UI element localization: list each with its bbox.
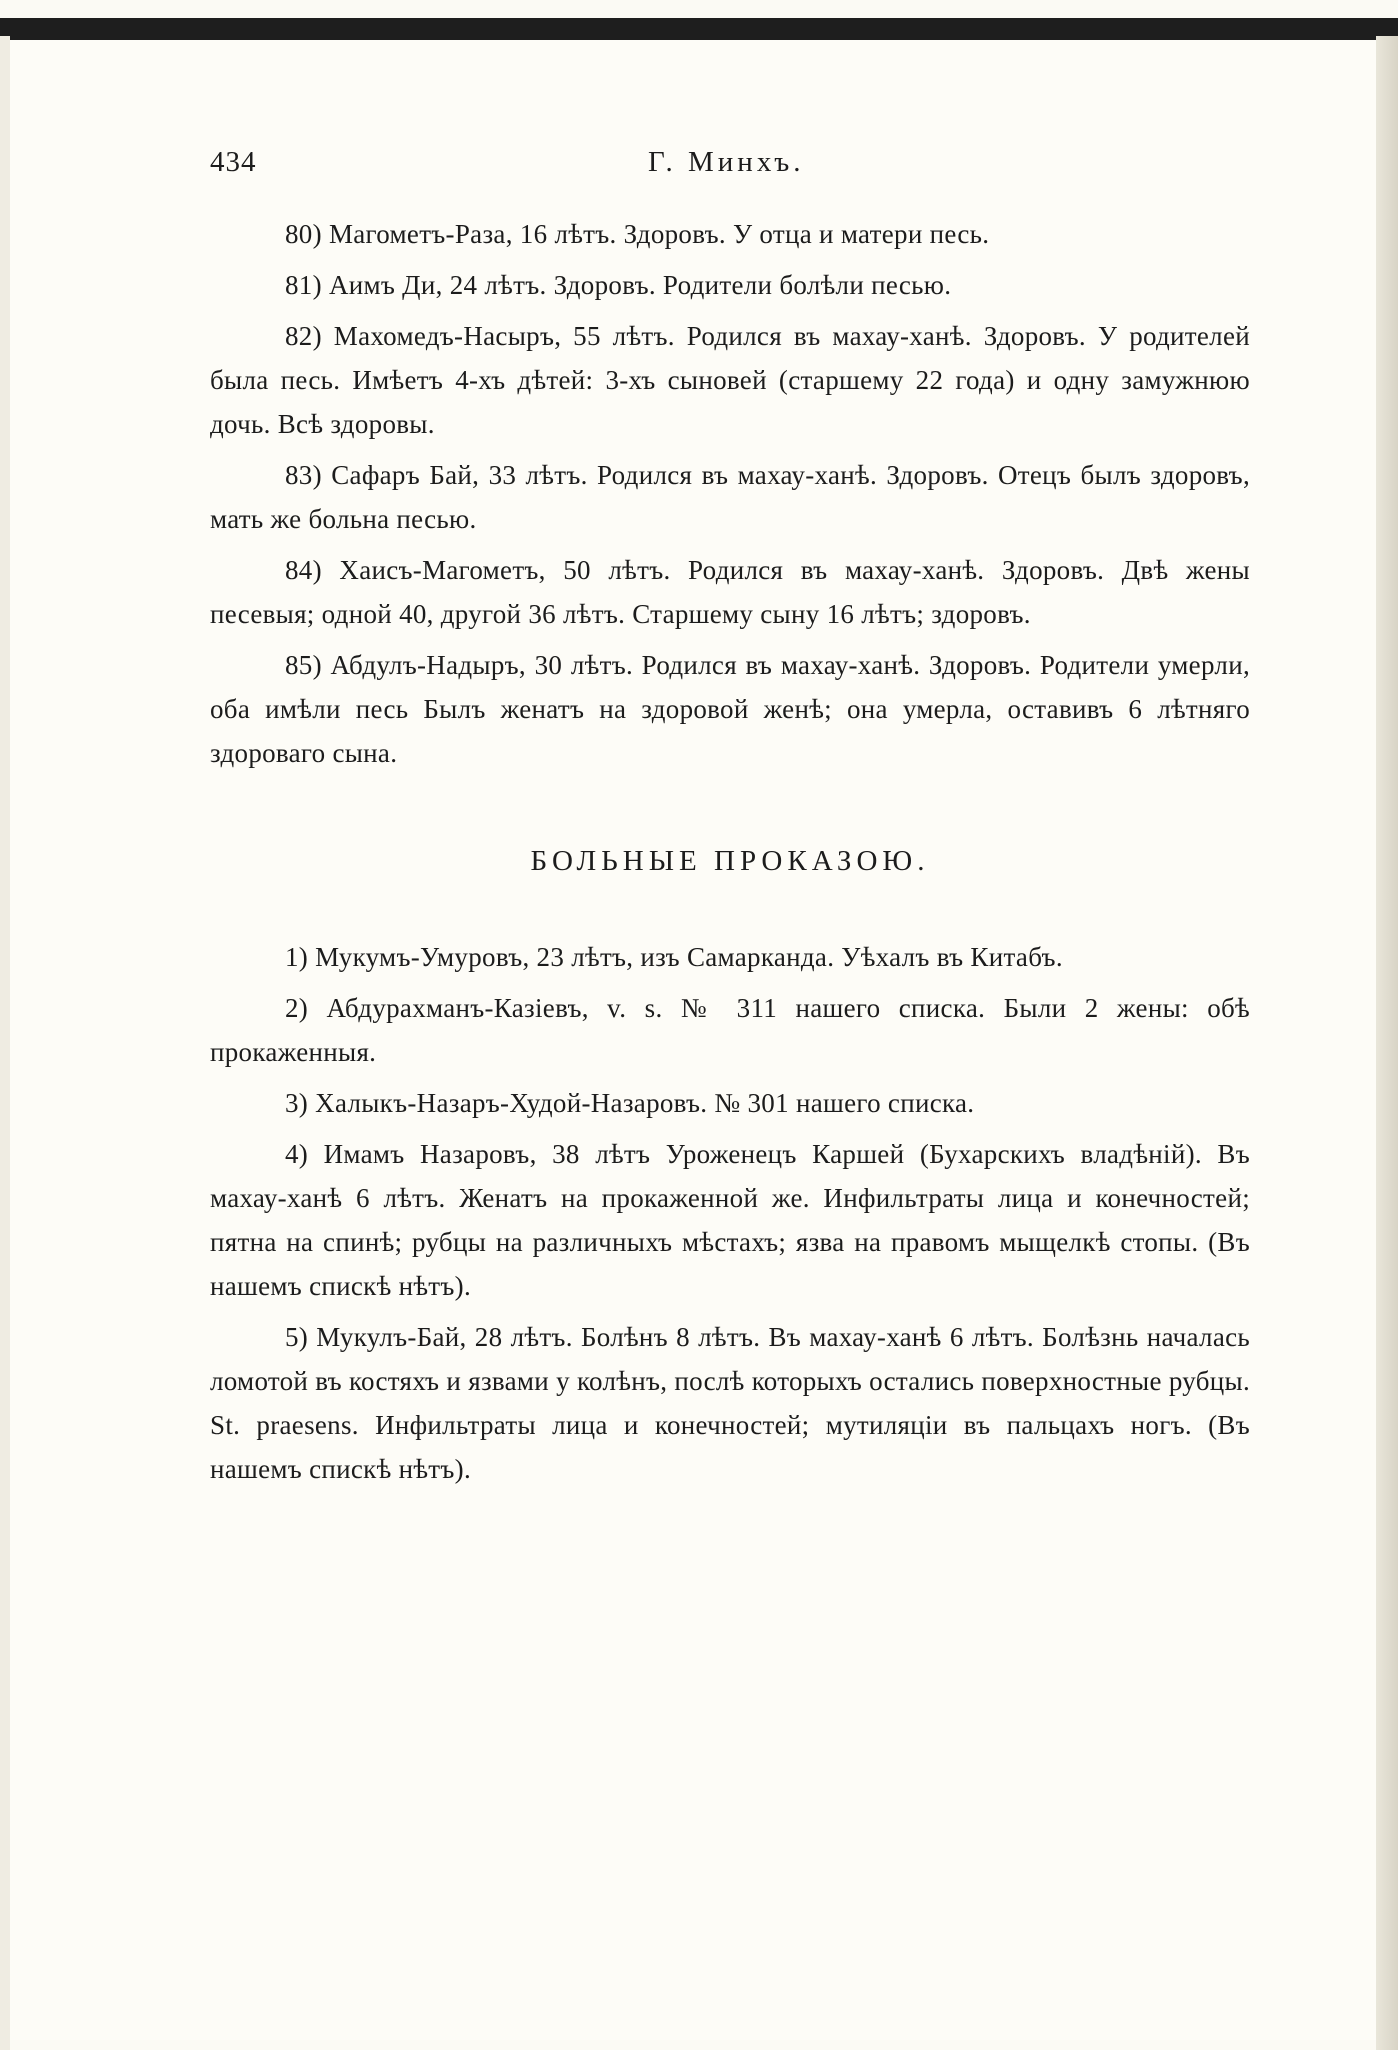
text-block — [210, 212, 1250, 1498]
entry-84: 84) Хаисъ-Магометъ, 50 лѣтъ. Родился въ махау-ханѣ. Здоровъ. Двѣ жены песевыя; одной 40, другой 36 лѣтъ. Старшему сыну 16 лѣтъ; здоровъ. — [210, 555, 1250, 629]
scan-left-edge — [0, 36, 10, 2050]
entry-82: 82) Махомедъ-Насыръ, 55 лѣтъ. Родился въ махау-ханѣ. Здоровъ. У родителей была песь. Имѣетъ 4-хъ дѣтей: 3-хъ сыновей (старшему 22 года) и одну замужнюю дочь. Всѣ здоровы. — [210, 321, 1250, 439]
entry-81: 81) Аимъ Ди, 24 лѣтъ. Здоровъ. Родители болѣли песью. — [285, 270, 952, 300]
leprosy-entry-2: 2) Абдурахманъ-Казіевъ, v. s. № 311 нашего списка. Были 2 жены: обѣ прокаженныя. — [210, 993, 1250, 1067]
leprosy-entry-4: 4) Имамъ Назаровъ, 38 лѣтъ Уроженецъ Каршей (Бухарскихъ владѣній). Въ махау-ханѣ 6 лѣтъ. Женатъ на прокаженной же. Инфильтраты лица и конечностей; пятна на спинѣ; рубцы на различныхъ мѣстахъ; язва на правомъ мыщелкѣ стопы. (Въ нашемъ спискѣ нѣтъ). — [210, 1139, 1250, 1301]
leprosy-entry-1: 1) Мукумъ-Умуровъ, 23 лѣтъ, изъ Самарканда. Уѣхалъ въ Китабъ. — [285, 942, 1063, 972]
scan-right-edge — [1376, 36, 1398, 2050]
running-head: Г. Минхъ. — [648, 146, 805, 178]
leprosy-entry-5: 5) Мукулъ-Бай, 28 лѣтъ. Болѣнъ 8 лѣтъ. Въ махау-ханѣ 6 лѣтъ. Болѣзнь началась ломотой въ костяхъ и язвами у колѣнъ, послѣ которыхъ остались поверхностные рубцы. St. praesens. Инфильтраты лица и конечностей; мутиляціи въ пальцахъ ногъ. (Въ нашемъ спискѣ нѣтъ). — [210, 1322, 1250, 1484]
entry-85: 85) Абдулъ-Надыръ, 30 лѣтъ. Родился въ махау-ханѣ. Здоровъ. Родители умерли, оба имѣли песь Былъ женатъ на здоровой женѣ; она умерла, оставивъ 6 лѣтняго здороваго сына. — [210, 650, 1250, 768]
leprosy-entry-3: 3) Халыкъ-Назаръ-Худой-Назаровъ. № 301 нашего списка. — [285, 1088, 975, 1118]
page-header — [210, 146, 1250, 186]
entry-83: 83) Сафаръ Бай, 33 лѣтъ. Родился въ махау-ханѣ. Здоровъ. Отецъ былъ здоровъ, мать же больна песью. — [210, 460, 1250, 534]
entry-80: 80) Магометъ-Раза, 16 лѣтъ. Здоровъ. У отца и матери песь. — [285, 219, 990, 249]
page-number: 434 — [210, 146, 257, 178]
section-title: БОЛЬНЫЕ ПРОКАЗОЮ. — [530, 845, 930, 877]
scan-top-border — [0, 18, 1398, 40]
